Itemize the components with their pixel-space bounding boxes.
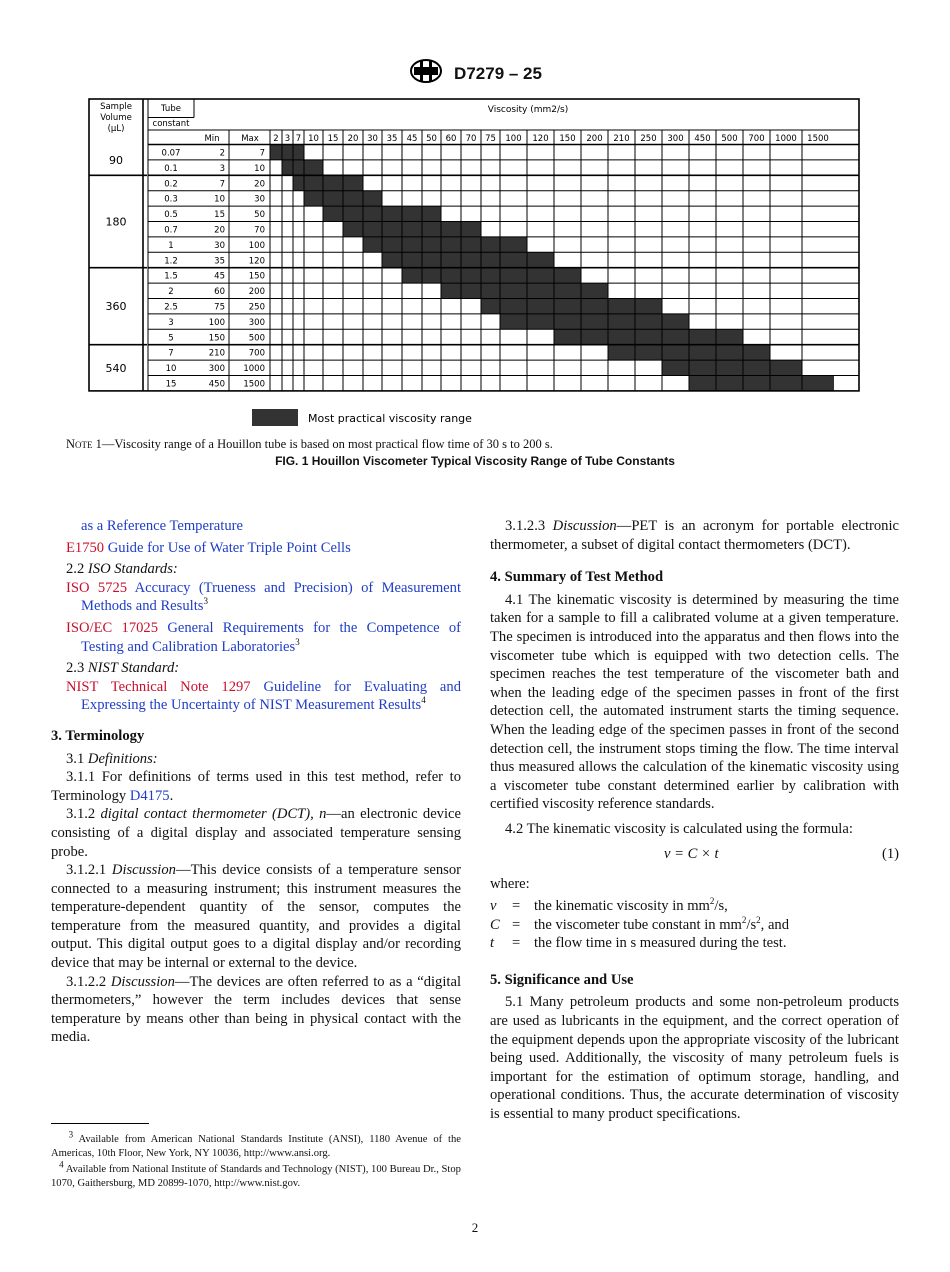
tube-constant-value: 1.2 [164, 256, 178, 267]
paragraph-text: —PET is an acronym for portable electronic thermometer, a subset of digital contact thermometers (DCT). [490, 518, 899, 553]
definition-text: , and [760, 916, 790, 933]
min-value: 100 [208, 317, 225, 328]
viscosity-column-label: 7 [295, 134, 302, 144]
definition-text: the kinematic viscosity in mm [534, 898, 710, 915]
viscosity-column-label: 10 [308, 134, 319, 144]
viscosity-column-label: 450 [694, 134, 711, 144]
viscosity-column-label: 3 [284, 134, 291, 144]
section-3-1 [51, 750, 461, 769]
min-value: 300 [208, 364, 225, 375]
legend-label: Most practical viscosity range [308, 412, 472, 425]
viscosity-column-label: 30 [367, 134, 378, 144]
viscosity-column-label: 45 [406, 134, 418, 144]
equation [490, 845, 899, 867]
header-constant-label: constant [152, 119, 190, 129]
min-value: 20 [214, 225, 225, 236]
equation-number: (1) [881, 845, 899, 862]
header-sample-label: Volume [100, 113, 132, 123]
ref-title-iso5725[interactable]: Accuracy (Trueness and Precision) of Measurement Methods and Results [81, 579, 462, 615]
header-tube-label: Tube [161, 104, 181, 114]
formula: ν = C × t [664, 845, 719, 862]
max-value: 120 [248, 256, 265, 267]
viscosity-range-bar [689, 376, 834, 391]
where-label: where: [490, 875, 530, 892]
note-label: Note [66, 437, 93, 451]
header-max-label: Max [241, 134, 259, 144]
note-text: —Viscosity range of a Houillon tube is based on most practical flow time of 30 s to 200 s. [101, 437, 553, 451]
section-title: Definitions: [87, 750, 158, 767]
heading-significance: 5. Significance and Use [490, 971, 634, 988]
max-value: 150 [248, 271, 265, 282]
min-value: 15 [214, 210, 225, 221]
reference-e1750 [66, 539, 461, 558]
ref-code-e1750[interactable]: E1750 [66, 539, 105, 556]
sample-volume-value: 90 [109, 153, 123, 167]
ref-code-nist[interactable]: NIST Technical Note 1297 [66, 678, 251, 695]
viscosity-column-label: 70 [465, 134, 477, 144]
viscosity-column-label: 20 [347, 134, 359, 144]
min-value: 210 [208, 348, 225, 359]
header-min-label: Min [204, 134, 220, 144]
footnote-text: Available from American National Standards Institute (ANSI), 1180 Avenue of the Americas, 10th Floor, New York, NY 10036, http://www.ansi.org. [51, 1134, 461, 1159]
header-sample-label: Sample [100, 102, 132, 112]
footnote-4 [51, 1159, 461, 1191]
viscosity-column-label: 35 [386, 134, 398, 144]
paragraph-text: 3.1.1 For definitions of terms used in this test method, refer to Terminology [51, 769, 461, 804]
max-value: 250 [248, 302, 265, 313]
section-2-2 [51, 560, 461, 579]
ref-title-nist[interactable]: Guideline for Evaluating and Expressing the Uncertainty of NIST Measurement Results [81, 678, 461, 714]
viscosity-column-label: 700 [748, 134, 765, 144]
max-value: 700 [248, 348, 265, 359]
header-viscosity-label: Viscosity (mm2/s) [487, 105, 569, 115]
tube-constant-value: 1 [168, 240, 174, 251]
symbol: ν [490, 898, 497, 915]
tube-constant-value: 15 [165, 379, 177, 390]
footnote-divider [51, 1123, 149, 1124]
reference-iso17025 [66, 619, 461, 656]
figure-caption: FIG. 1 Houillon Viscometer Typical Viscosity Range of Tube Constants [275, 454, 675, 468]
footnote-mark: 3 [203, 596, 208, 607]
max-value: 500 [248, 333, 265, 344]
left-column [51, 517, 461, 1047]
tube-constant-value: 3 [168, 317, 174, 328]
min-value: 60 [214, 287, 225, 298]
min-value: 3 [219, 163, 225, 174]
viscosity-column-label: 200 [586, 134, 603, 144]
viscosity-column-label: 300 [667, 134, 684, 144]
max-value: 300 [248, 317, 265, 328]
viscosity-column-label: 120 [532, 134, 549, 144]
legend-swatch [252, 409, 298, 426]
heading-terminology: 3. Terminology [51, 727, 145, 744]
tube-constant-value: 0.07 [161, 148, 181, 159]
symbol: C [490, 916, 500, 933]
section-4-1: 4.1 The kinematic viscosity is determined by measuring the time taken for a sample to fill a calibrated volume at a given temperature. The specimen is introduced into the apparatus and then flows into the viscometer tube which is equipped with two detection cells. The specimen reaches the test temperature of the viscometer bath and when the leading edge of the specimen passes in front of the first detection cell, the automated instrument starts the timing sequence. When the leading edge of the specimen passes in front of the second detection cell, the instrument stops timing the flow. The time interval thus measured allows the calculation of the kinematic viscosity using a viscometer tube constant determined earlier by calibration with certified viscosity reference standards. [490, 591, 899, 813]
tube-constant-value: 0.2 [164, 179, 178, 190]
equals: = [512, 935, 521, 952]
max-value: 50 [254, 210, 265, 221]
section-number: 3.1.2 [66, 806, 96, 823]
viscosity-range-bar [662, 360, 802, 375]
viscosity-column-label: 60 [445, 134, 457, 144]
viscosity-column-label: 1000 [775, 134, 797, 144]
section-5-1: 5.1 Many petroleum products and some non-petroleum products are used as lubricants in the equipment, and the correct operation of the equipment depends upon the appropriate viscosity of the lubricant being used. Additionally, the viscosity of many petroleum fuels is important for the estimation of optimum storage, handling, and operational conditions. Thus, the accurate determination of viscosity is essential to many product specifications. [490, 994, 899, 1123]
section-number: 3.1.2.3 [505, 518, 546, 534]
astm-logo-icon [408, 58, 444, 89]
viscosity-column-label: 15 [327, 134, 339, 144]
symbol: t [490, 935, 495, 952]
ref-code-iso5725[interactable]: ISO 5725 [66, 579, 128, 596]
viscosity-range-table [88, 98, 863, 428]
section-2-3 [51, 659, 461, 678]
footnote-3 [51, 1129, 461, 1161]
section-4-2: 4.2 The kinematic viscosity is calculated using the formula: [505, 820, 853, 837]
viscosity-column-label: 75 [485, 134, 496, 144]
reference-continuation[interactable]: as a Reference Temperature [81, 518, 243, 534]
min-value: 150 [208, 333, 225, 344]
reference-iso5725 [66, 579, 461, 616]
defined-term: Discussion [111, 862, 176, 879]
variable-definitions [490, 897, 789, 953]
section-number: 2.2 [66, 561, 85, 578]
link-d4175[interactable]: D4175 [129, 787, 170, 804]
min-value: 2 [219, 148, 225, 159]
superscript: 2 [709, 896, 715, 907]
min-value: 7 [219, 179, 225, 190]
definition-row [490, 916, 789, 935]
viscosity-column-label: 2 [273, 134, 279, 144]
viscosity-column-label: 50 [426, 134, 437, 144]
tube-constant-value: 5 [168, 333, 174, 344]
figure-note [66, 437, 553, 452]
max-value: 10 [254, 163, 265, 174]
sample-volume-value: 360 [105, 300, 127, 314]
definition-text: /s [746, 916, 757, 933]
sample-volume-value: 180 [105, 215, 127, 229]
definition-row [490, 934, 789, 953]
section-3-1-2-3 [490, 517, 899, 554]
section-3-1-2-1 [51, 861, 461, 973]
footnote-text: Available from National Institute of Standards and Technology (NIST), 100 Bureau Dr., Stop 1070, Gaithersburg, MD 20899-1070, http://www.nist.gov. [51, 1164, 461, 1189]
viscosity-column-label: 1500 [807, 134, 829, 144]
paragraph-text: —The devices are often referred to as a “digital thermometers,” however the term includes devices that sense temperature by means other than being in physical contact with the media. [51, 973, 461, 1046]
viscosity-column-label: 500 [721, 134, 738, 144]
footnote-mark: 3 [295, 636, 300, 647]
tube-constant-value: 2 [168, 287, 174, 298]
superscript: 2 [756, 914, 761, 925]
superscript: 2 [741, 914, 747, 925]
footnote-mark: 4 [59, 1159, 64, 1170]
viscosity-column-label: 250 [640, 134, 657, 144]
max-value: 7 [259, 148, 265, 159]
max-value: 1000 [243, 364, 265, 375]
tube-constant-value: 1.5 [164, 271, 178, 282]
definition-text: /s, [714, 898, 728, 915]
defined-term: Discussion [110, 973, 175, 990]
section-3-1-2 [51, 805, 461, 861]
min-value: 450 [208, 379, 225, 390]
max-value: 30 [254, 194, 265, 205]
equals: = [512, 916, 521, 933]
viscosity-range-bar [270, 145, 304, 160]
page-number: 2 [471, 1220, 479, 1235]
paragraph-text: —an electronic device consisting of a digital display and associated temperature sensing probe. [51, 806, 461, 860]
footnote-mark: 3 [68, 1129, 74, 1140]
viscosity-range-bar [343, 222, 481, 237]
section-title: ISO Standards: [87, 561, 178, 578]
definition-text: the flow time in s measured during the test. [534, 935, 787, 952]
max-value: 200 [248, 287, 265, 298]
right-column [490, 517, 899, 1124]
max-value: 1500 [243, 379, 265, 390]
viscosity-range-bar [363, 237, 527, 252]
definition-row [490, 897, 789, 916]
reference-nist [66, 678, 461, 715]
defined-term: digital contact thermometer (DCT), n [100, 806, 327, 823]
min-value: 75 [214, 302, 225, 313]
equals: = [512, 898, 521, 915]
viscosity-range-bar [282, 160, 323, 175]
tube-constant-value: 0.5 [164, 210, 178, 221]
definition-text: the viscometer tube constant in mm [534, 916, 742, 933]
min-value: 30 [214, 240, 225, 251]
viscosity-range-bar [554, 329, 743, 344]
max-value: 20 [254, 179, 265, 190]
viscosity-range-bar [441, 283, 608, 298]
viscosity-range-bar [500, 314, 689, 329]
ref-code-iso17025[interactable]: ISO/EC 17025 [66, 619, 159, 636]
viscosity-column-label: 210 [613, 134, 630, 144]
footnote-mark: 4 [421, 695, 426, 706]
defined-term: Discussion [552, 518, 617, 534]
document-code: D7279 – 25 [454, 63, 542, 83]
min-value: 45 [214, 271, 225, 282]
min-value: 35 [214, 256, 225, 267]
tube-constant-value: 10 [165, 364, 177, 375]
header-sample-label: (µL) [107, 124, 125, 134]
page-header [0, 58, 950, 89]
heading-summary: 4. Summary of Test Method [490, 569, 664, 586]
tube-constant-value: 7 [168, 348, 174, 359]
max-value: 100 [248, 240, 265, 251]
note-number: 1 [95, 437, 102, 451]
tube-constant-value: 0.7 [164, 225, 178, 236]
paragraph-text: —This device consists of a temperature sensor connected to a measuring instrument; this instrument measures the temperature-dependent quantity of the sensor, computes the temperature from the measured quantity, and provides a digital output. This digital output goes to a digital display and/or recording device that may be internal or external to the device. [51, 862, 461, 972]
ref-title-iso17025[interactable]: General Requirements for the Competence of Testing and Calibration Laboratories [81, 619, 461, 655]
tube-constant-value: 0.3 [164, 194, 178, 205]
max-value: 70 [254, 225, 265, 236]
viscosity-range-bar [382, 252, 554, 267]
tube-constant-value: 0.1 [164, 163, 178, 174]
section-title: NIST Standard: [87, 660, 180, 677]
viscosity-column-label: 100 [505, 134, 522, 144]
section-number: 2.3 [66, 660, 85, 677]
ref-title-e1750[interactable]: Guide for Use of Water Triple Point Cells [107, 539, 351, 556]
section-number: 3.1 [66, 750, 85, 767]
section-number: 3.1.2.1 [66, 862, 107, 879]
section-number: 3.1.2.2 [66, 973, 107, 990]
paragraph-text: . [169, 787, 174, 804]
section-3-1-1 [51, 768, 461, 805]
sample-volume-value: 540 [105, 361, 127, 375]
viscosity-column-label: 150 [559, 134, 576, 144]
min-value: 10 [214, 194, 225, 205]
section-3-1-2-2 [51, 973, 461, 1047]
tube-constant-value: 2.5 [164, 302, 178, 313]
